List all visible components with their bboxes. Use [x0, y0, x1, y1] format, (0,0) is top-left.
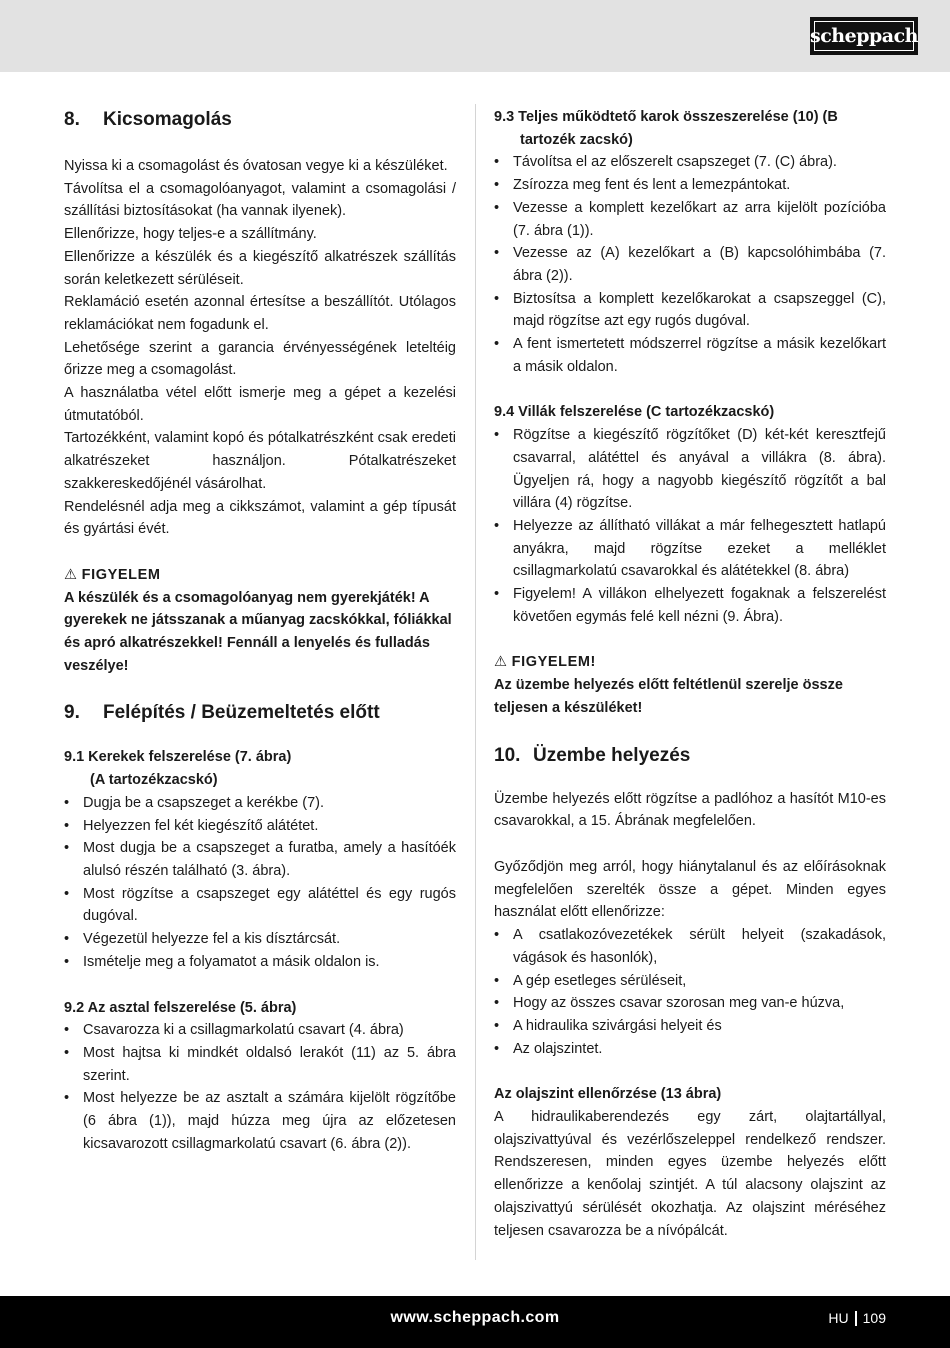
list-item: • Zsírozza meg fent és lent a lemezpántokat. — [494, 174, 886, 197]
list-item: • Ismételje meg a folyamatot a másik oldalon is. — [64, 951, 456, 974]
subsection-9-1-heading — [64, 746, 456, 791]
paragraph: A hidraulikaberendezés egy zárt, olajtartállyal, olajszivattyúval és vezérlőszeleppel rendelkező rendszer. Rendszeresen, minden egyes üzembe helyezés előtt ellenőrizze a kenőolaj szintjét. A túl alacsony olajszint az olajszivattyú sérülését okozhatja. Az olajszint méréséhez teljesen csavarozza be a nívópálcát. — [494, 1109, 886, 1239]
subsection-9-1-list — [64, 792, 456, 974]
section-number: 8. — [64, 109, 80, 130]
list-item: • Most dugja be a csapszeget a furatba, amely a hasítóék alulsó részén található (3. ábra). — [64, 837, 456, 882]
list-item: • Most rögzítse a csapszeget egy alátéttel és egy rugós dugóval. — [64, 883, 456, 928]
paragraph: Tartozékként, valamint kopó és pótalkatrészként csak eredeti alkatrészeket használjon. Pótalkatrészeket szakkereskedőjénél vásárolhat. — [64, 430, 456, 492]
list-item: • A fent ismertetett módszerrel rögzítse a másik kezelőkart a másik oldalon. — [494, 333, 886, 378]
warning-label: FIGYELEM! — [511, 654, 596, 671]
subsection-9-3-list — [494, 151, 886, 378]
warning-heading — [494, 651, 886, 674]
right-column — [494, 106, 886, 1242]
subsection-subtitle: (A tartozékzacskó) — [90, 772, 218, 789]
paragraph: Lehetősége szerint a garancia érvényességének leteltéig őrizze meg a csomagolást. — [64, 339, 456, 379]
page-number: 109 — [862, 1310, 886, 1326]
subsection-9-4-heading: 9.4 Villák felszerelése (C tartozékzacskó) — [494, 404, 775, 421]
paragraph: Távolítsa el a csomagolóanyagot, valamint a csomagolási / szállítási biztosításokat (ha vannak ilyenek). — [64, 180, 456, 220]
subsection-9-2-heading: 9.2 Az asztal felszerelése (5. ábra) — [64, 999, 297, 1016]
list-item: • Biztosítsa a komplett kezelőkarokat a csapszeggel (C), majd rögzítse azt egy rugós dugóval. — [494, 288, 886, 333]
header-band — [0, 0, 950, 72]
warning-text: A készülék és a csomagolóanyag nem gyerekjáték! A gyerekek ne játsszanak a műanyag zacskókkal, fóliákkal és apró alkatrészekkel! Fennáll a lenyelés és fulladás veszélye! — [64, 589, 452, 674]
paragraph: Reklamáció esetén azonnal értesítse a beszállítót. Utólagos reklamációkat nem fogadunk el. — [64, 294, 456, 333]
section-title: Felépítés / Beüzemeltetés előtt — [103, 702, 380, 724]
paragraph: Rendelésnél adja meg a cikkszámot, valamint a gép típusát és gyártási évét. — [64, 498, 456, 538]
list-item: • Az olajszintet. — [494, 1038, 886, 1061]
subsection-9-4-list — [494, 424, 886, 628]
page-indicator — [828, 1310, 886, 1326]
section-title: Kicsomagolás — [103, 109, 232, 130]
list-item: • Dugja be a csapszeget a kerékbe (7). — [64, 792, 456, 815]
paragraph: Győződjön meg arról, hogy hiánytalanul és az előírásoknak megfelelően szerelték össze a gépet. Minden egyes használat előtt ellenőrizze: — [494, 858, 886, 921]
paragraph: Ellenőrizze a készülék és a kiegészítő alkatrészek szállítás során keletkezett sérüléseit. — [64, 248, 456, 288]
footer-url-link[interactable]: www.scheppach.com — [390, 1309, 560, 1326]
section-8-heading — [64, 106, 456, 136]
list-item: • Végezetül helyezze fel a kis dísztárcsát. — [64, 928, 456, 951]
list-item: • Most helyezze be az asztalt a számára kijelölt rögzítőbe (6 ábra (1)), majd húzza meg újra az előzetesen kicsavarozott csillagmarkolatú csavart (6. ábra (2)). — [64, 1087, 456, 1155]
left-column — [64, 106, 456, 1155]
list-item: • A gép esetleges sérüléseit, — [494, 970, 886, 993]
list-item: • Vezesse az (A) kezelőkart a (B) kapcsolóhimbába (7. ábra (2)). — [494, 242, 886, 287]
checklist — [494, 924, 886, 1060]
subsection-9-2-list — [64, 1019, 456, 1155]
list-item: • Vezesse a komplett kezelőkart az arra kijelölt pozícióba (7. ábra (1)). — [494, 197, 886, 242]
paragraph: A használatba vétel előtt ismerje meg a gépet a kezelési útmutatóból. — [64, 385, 456, 424]
language-code: HU — [828, 1310, 849, 1326]
logo-text: scheppach — [814, 21, 914, 51]
section-title: Üzembe helyezés — [533, 744, 691, 766]
list-item: • Távolítsa el az előszerelt csapszeget (7. (C) ábra). — [494, 151, 886, 174]
paragraph: Üzembe helyezés előtt rögzítse a padlóhoz a hasítót M10-es csavarokkal, a 15. Ábrának megfelelően. — [494, 790, 886, 830]
subsection-subtitle: tartozék zacskó) — [520, 131, 633, 148]
list-item: • A hidraulika szivárgási helyeit és — [494, 1015, 886, 1038]
section-8-body — [64, 155, 456, 541]
section-9-heading — [64, 699, 456, 729]
list-item: • Hogy az összes csavar szorosan meg van-e húzva, — [494, 992, 886, 1015]
list-item: • Rögzítse a kiegészítő rögzítőket (D) két-két keresztfejű csavarral, alátéttel és anyával a villákra (8. ábra). Ügyeljen rá, hogy a nagyobb kiegészítő rögzítőt a bal villára (4) rögzítse. — [494, 424, 886, 515]
section-number: 9. — [64, 702, 80, 724]
warning-heading — [64, 564, 456, 587]
paragraph: Ellenőrizze, hogy teljes-e a szállítmány. — [64, 226, 317, 243]
warning-text: Az üzembe helyezés előtt feltétlenül szerelje össze teljesen a készüléket! — [494, 677, 843, 716]
warning-label: FIGYELEM — [81, 566, 161, 583]
warning-triangle-icon: ⚠ — [494, 654, 508, 671]
column-divider — [475, 104, 476, 1260]
list-item: • Helyezze az állítható villákat a már felhegesztett hatlapú anyákra, majd rögzítse ezeket a melléklet csillagmarkolatú csavarokkal és alátétekkel (8. ábra) — [494, 515, 886, 583]
footer-band — [0, 1296, 950, 1348]
section-number: 10. — [494, 744, 521, 766]
list-item: • A csatlakozóvezetékek sérült helyeit (szakadások, vágások és hasonlók), — [494, 924, 886, 969]
oil-level-heading: Az olajszint ellenőrzése (13 ábra) — [494, 1086, 722, 1103]
list-item: • Csavarozza ki a csillagmarkolatú csavart (4. ábra) — [64, 1019, 456, 1042]
subsection-title: 9.1 Kerekek felszerelése (7. ábra) — [64, 749, 292, 766]
section-10-heading — [494, 742, 886, 772]
scheppach-logo — [810, 17, 918, 55]
list-item: • Figyelem! A villákon elhelyezett fogaknak a felszerelést követően egymás felé kell nézni (9. Ábra). — [494, 583, 886, 628]
warning-triangle-icon: ⚠ — [64, 566, 78, 583]
subsection-9-3-heading — [494, 106, 886, 151]
subsection-title: 9.3 Teljes működtető karok összeszerelése (10) (B — [494, 109, 838, 125]
list-item: • Helyezzen fel két kiegészítő alátétet. — [64, 815, 456, 838]
list-item: • Most hajtsa ki mindkét oldalsó lerakót (11) az 5. ábra szerint. — [64, 1042, 456, 1087]
separator — [855, 1311, 857, 1326]
paragraph: Nyissa ki a csomagolást és óvatosan vegye ki a készüléket. — [64, 158, 448, 174]
